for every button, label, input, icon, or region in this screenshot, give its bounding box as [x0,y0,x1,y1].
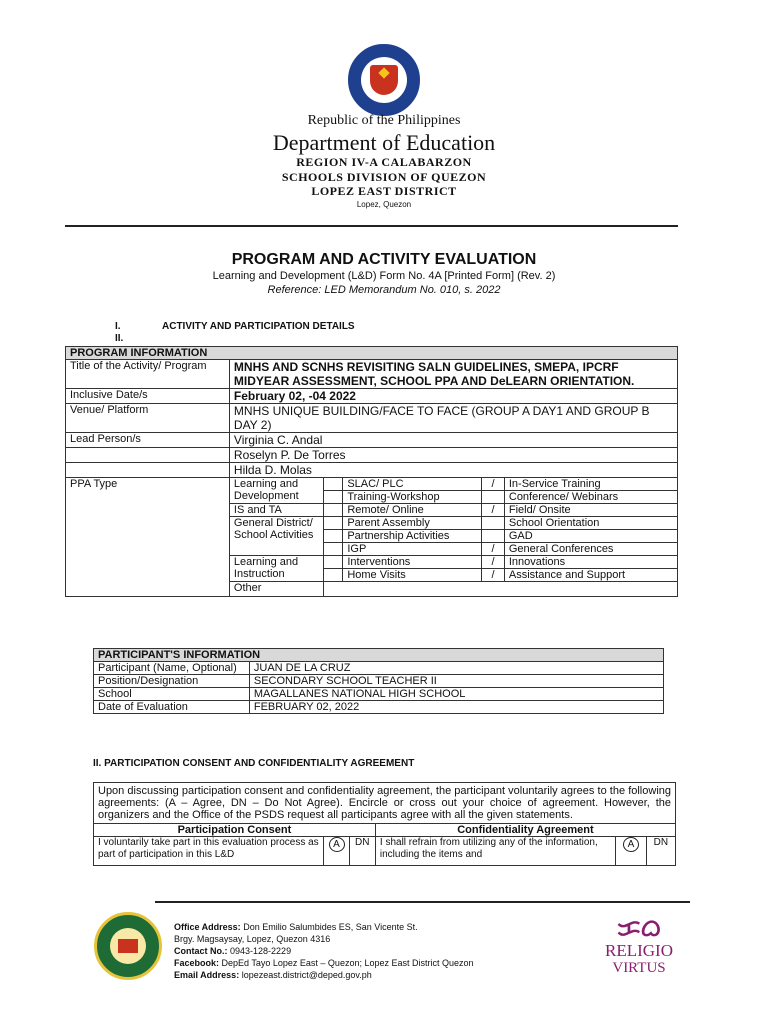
consent-agree-option[interactable] [324,837,349,866]
ppa-check-mark[interactable]: / [482,556,505,569]
footer-address [174,921,418,933]
footer-facebook [174,957,474,969]
contact-label: Contact No.: [174,946,228,956]
evaluation-date-value[interactable]: FEBRUARY 02, 2022 [249,701,663,714]
consent-disagree-option[interactable]: DN [349,837,375,866]
ppa-type-label: PPA Type [66,478,230,597]
school-label: School [94,688,250,701]
ppa-other-field[interactable] [323,582,677,597]
confidentiality-header: Confidentiality Agreement [375,824,675,837]
lead-label: Lead Person/s [66,433,230,448]
ppa-group-other: Other [229,582,323,597]
location-line: Lopez, Quezon [356,200,412,209]
email-label: Email Address: [174,970,240,980]
ppa-option: Home Visits [343,569,482,582]
ppa-option: Partnership Activities [343,530,482,543]
facebook-label: Facebook: [174,958,220,968]
ppa-option: Innovations [504,556,677,569]
section1-number: I. [115,321,121,332]
ppa-option: Conference/ Webinars [504,491,677,504]
section1-number-2: II. [115,333,124,344]
program-info-table [65,346,678,597]
ppa-check-mark[interactable] [482,517,505,530]
brand-line2: VIRTUS [612,960,666,976]
email-value[interactable]: lopezeast.district@deped.gov.ph [241,970,372,980]
form-subtitle: Learning and Development (L&D) Form No. 4A [Printed Form] (Rev. 2) [212,270,556,282]
conf-disagree-option[interactable]: DN [646,837,675,866]
district-seal-logo [94,912,162,980]
ppa-check-mark[interactable] [482,491,505,504]
office-address-label: Office Address: [174,922,241,932]
school-value[interactable]: MAGALLANES NATIONAL HIGH SCHOOL [249,688,663,701]
office-address-line2: Brgy. Magsaysay, Lopez, Quezon 4316 [174,934,331,944]
division-line: SCHOOLS DIVISION OF QUEZON [281,170,487,184]
ppa-option: IGP [343,543,482,556]
ppa-check-mark[interactable]: / [482,543,505,556]
venue-label: Venue/ Platform [66,404,230,433]
ppa-option: Assistance and Support [504,569,677,582]
footer-email [174,969,372,981]
consent-header: Participation Consent [94,824,376,837]
lead-person-2: Roselyn P. De Torres [229,448,677,463]
district-line: LOPEZ EAST DISTRICT [311,184,457,198]
ppa-check-mark[interactable]: / [482,478,505,491]
participant-name-value[interactable]: JUAN DE LA CRUZ [249,662,663,675]
ppa-option: Field/ Onsite [504,504,677,517]
ppa-group-li: Learning and Instruction [229,556,323,582]
ppa-option: SLAC/ PLC [343,478,482,491]
region-line: REGION IV-A CALABARZON [296,155,472,169]
ppa-check-mark[interactable] [482,530,505,543]
ppa-option: School Orientation [504,517,677,530]
form-reference: Reference: LED Memorandum No. 010, s. 2022 [267,284,501,296]
title-value: MNHS AND SCNHS REVISITING SALN GUIDELINES, SMEPA, IPCRF MIDYEAR ASSESSMENT, SCHOOL PPA AND DeLEARN ORIENTATION. [229,360,677,389]
conf-agree-option[interactable] [616,837,646,866]
ppa-check-mark[interactable]: / [482,569,505,582]
header-divider [65,225,678,227]
section1-heading: ACTIVITY AND PARTICIPATION DETAILS [162,321,355,332]
position-value[interactable]: SECONDARY SCHOOL TEACHER II [249,675,663,688]
confidentiality-statement: I shall refrain from utilizing any of the information, including the items and [375,837,615,866]
form-title: PROGRAM AND ACTIVITY EVALUATION [231,251,537,268]
brand-line1: RELIGIO [605,941,673,960]
agree-circle[interactable]: A [329,837,345,852]
office-address-value: Don Emilio Salumbides ES, San Vicente St. [243,922,418,932]
title-label: Title of the Activity/ Program [66,360,230,389]
republic-line: Republic of the Philippines [307,113,461,128]
ppa-option: In-Service Training [504,478,677,491]
venue-value: MNHS UNIQUE BUILDING/FACE TO FACE (GROUP A DAY1 AND GROUP B DAY 2) [229,404,677,433]
ppa-option: Remote/ Online [343,504,482,517]
participant-name-label: Participant (Name, Optional) [94,662,250,675]
participant-info-table [93,648,664,714]
ppa-group-ld: Learning and Development [229,478,323,504]
ppa-group-ista: IS and TA [229,504,323,517]
dates-value: February 02, -04 2022 [229,389,677,404]
ppa-option: General Conferences [504,543,677,556]
religio-virtus-glyph-icon: ᜃᜊ [616,915,662,942]
section2-heading: II. PARTICIPATION CONSENT AND CONFIDENTIALITY AGREEMENT [93,758,415,769]
program-info-header: PROGRAM INFORMATION [66,347,678,360]
footer-divider [155,901,690,903]
ppa-option: Parent Assembly [343,517,482,530]
dates-label: Inclusive Date/s [66,389,230,404]
lead-person-3: Hilda D. Molas [229,463,677,478]
footer-contact [174,945,291,957]
contact-value: 0943-128-2229 [230,946,292,956]
deped-seal-logo [348,44,420,116]
participant-info-header: PARTICIPANT'S INFORMATION [94,649,664,662]
evaluation-date-label: Date of Evaluation [94,701,250,714]
position-label: Position/Designation [94,675,250,688]
department-title: Department of Education [272,130,496,155]
ppa-group-gd: General District/ School Activities [229,517,323,556]
consent-statement: I voluntarily take part in this evaluation process as part of participation in this L&D [94,837,324,866]
lead-person-1: Virginia C. Andal [229,433,677,448]
agree-circle[interactable]: A [623,837,639,852]
ppa-option: Training-Workshop [343,491,482,504]
religio-virtus-logo [584,916,694,976]
ppa-option: GAD [504,530,677,543]
consent-table [93,782,676,866]
facebook-value[interactable]: DepEd Tayo Lopez East – Quezon; Lopez East District Quezon [221,958,474,968]
ppa-check-mark[interactable]: / [482,504,505,517]
consent-intro: Upon discussing participation consent and confidentiality agreement, the participant voluntarily agrees to the following agreements: (A – Agree, DN – Do Not Agree). Encircle or cross out your choice of agreement. However, the organizers and the Office of the PSDS request all participants agree with all the given statements. [94,783,676,824]
ppa-option: Interventions [343,556,482,569]
